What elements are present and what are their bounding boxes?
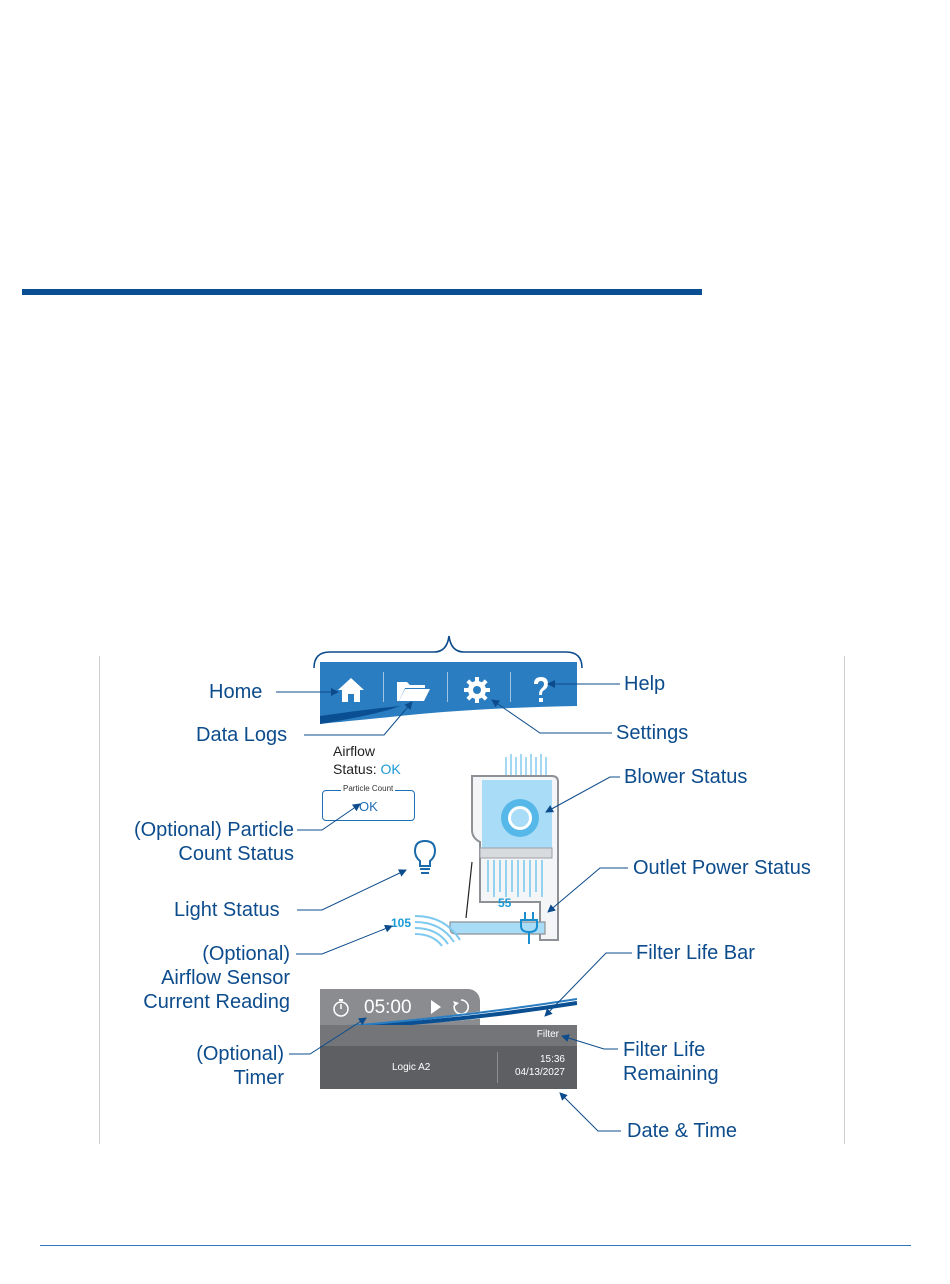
- airflow-sensor-reading: 105: [391, 916, 412, 930]
- airflow-status: [333, 760, 401, 778]
- nav-separator: [510, 672, 511, 702]
- home-icon: [336, 676, 366, 704]
- timer-value: 05:00: [364, 997, 412, 1018]
- callout-particle-count: [106, 818, 294, 866]
- filter-life-bar: [320, 995, 577, 1029]
- callout-timer-line1: (Optional): [196, 1043, 284, 1065]
- callout-timer-line2: Timer: [233, 1067, 284, 1089]
- callout-blower-status: Blower Status: [624, 766, 748, 788]
- particle-count-value: OK: [359, 799, 378, 814]
- airflow-label: Airflow: [333, 743, 376, 759]
- nav-separator: [447, 672, 448, 702]
- nav-separator: [383, 672, 384, 702]
- help-icon: [529, 675, 553, 705]
- callout-filter-life-bar: Filter Life Bar: [636, 942, 755, 964]
- filter-life-remaining: [320, 1025, 577, 1046]
- callout-particle-line1: (Optional) Particle: [133, 819, 294, 841]
- callout-help: Help: [624, 673, 666, 695]
- callout-airflow-line1: (Optional): [202, 943, 290, 965]
- callout-filter-remaining: [623, 1038, 719, 1086]
- particle-count-box[interactable]: [322, 784, 415, 821]
- callout-airflow-line2: Airflow Sensor: [161, 967, 290, 989]
- callout-data-logs: Data Logs: [196, 724, 288, 746]
- gear-icon: [463, 676, 491, 704]
- particle-count-title: Particle Count: [343, 784, 394, 793]
- header-rule: [22, 289, 702, 295]
- filter-label: Filter: [536, 1029, 559, 1040]
- data-logs-button[interactable]: [390, 668, 436, 712]
- callout-light-status: Light Status: [174, 899, 280, 921]
- callout-home: Home: [209, 681, 263, 703]
- settings-button[interactable]: [454, 668, 500, 712]
- airflow-sensor-graphic: [415, 910, 475, 950]
- folder-icon: [395, 676, 431, 704]
- callout-timer: [160, 1042, 284, 1090]
- status-separator: [497, 1052, 498, 1083]
- time-display: 15:36: [539, 1054, 565, 1065]
- airflow-status-value: OK: [380, 761, 401, 777]
- callout-settings: Settings: [616, 722, 689, 744]
- airflow-status-label: Status:: [333, 761, 377, 777]
- lightbulb-icon[interactable]: [412, 838, 438, 876]
- blower-reading: 55: [498, 896, 512, 910]
- date-display: 04/13/2027: [514, 1067, 565, 1078]
- status-bar: [320, 1046, 577, 1089]
- callout-filter-line1: Filter Life: [623, 1039, 706, 1061]
- callout-airflow-line3: Current Reading: [143, 991, 290, 1013]
- callout-filter-line2: Remaining: [623, 1063, 719, 1085]
- footer-rule: [40, 1245, 911, 1246]
- callout-airflow-sensor: [110, 942, 290, 1014]
- device-screen: [320, 662, 577, 1089]
- home-button[interactable]: [328, 668, 374, 712]
- help-button[interactable]: [518, 668, 564, 712]
- callout-particle-line2: Count Status: [178, 843, 294, 865]
- model-name: Logic A2: [392, 1062, 431, 1073]
- frame-right-border: [844, 656, 845, 1144]
- callout-date-time: Date & Time: [627, 1120, 738, 1142]
- frame-left-border: [99, 656, 100, 1144]
- callout-outlet-power: Outlet Power Status: [633, 857, 811, 879]
